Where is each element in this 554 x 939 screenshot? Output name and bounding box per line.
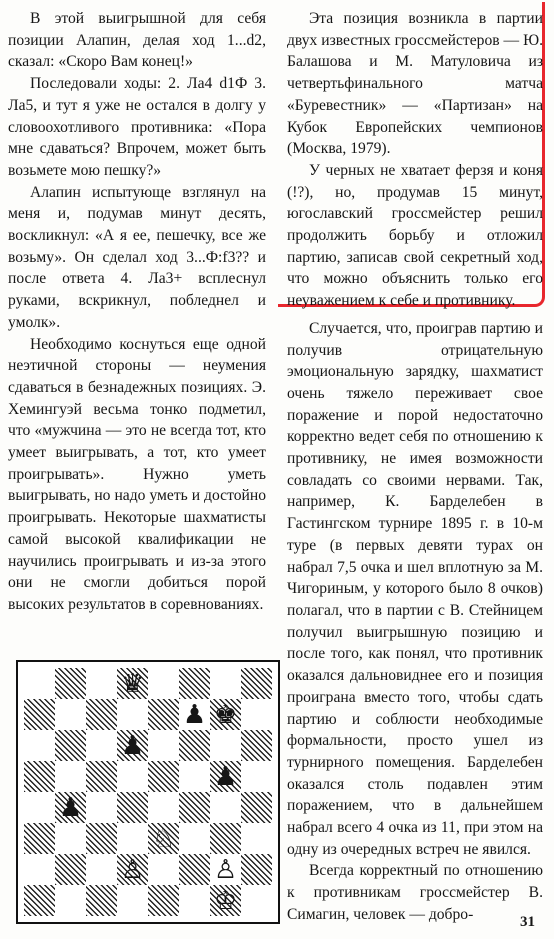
chess-piece: ♟ bbox=[58, 792, 83, 823]
board-square bbox=[210, 854, 241, 885]
chess-piece: ♟ bbox=[120, 730, 145, 761]
board-square bbox=[24, 699, 55, 730]
chess-piece: ♙ bbox=[213, 854, 238, 885]
board-square bbox=[86, 792, 117, 823]
board-square bbox=[86, 668, 117, 699]
chess-piece: ♘ bbox=[151, 823, 176, 854]
paragraph: Необходимо коснуться еще одной неэтичной стороны — неумения сдаваться в безнадежных позициях. Э. Хемингуэй весьма тонко подметил, что «мужчина — это не всегда тот, кто умеет выигрывать, а тот, кто умеет проигрывать». Нужно уметь выигрывать, но надо уметь и достойно проигрывать. Некоторые шахматисты самой высокой квалификации не научились проигрывать и из-за этого они не смогли добиться порой высоких результатов в соревнованиях. bbox=[8, 335, 266, 613]
board-square bbox=[117, 699, 148, 730]
board-square bbox=[179, 668, 210, 699]
board-square bbox=[241, 792, 272, 823]
board-square bbox=[210, 699, 241, 730]
board-square bbox=[241, 823, 272, 854]
board-square bbox=[55, 823, 86, 854]
board-square bbox=[148, 699, 179, 730]
board-square bbox=[179, 854, 210, 885]
paragraph: В этой выигрышной для себя позиции Алапин, делая ход 1...d2, сказал: «Скоро Вам конец!» bbox=[8, 10, 266, 71]
board-square bbox=[241, 761, 272, 792]
board-square bbox=[86, 699, 117, 730]
board-square bbox=[24, 823, 55, 854]
board-square bbox=[241, 730, 272, 761]
right-column bbox=[287, 8, 543, 926]
paragraph: Случается, что, проиграв партию и получив отрицательную эмоциональную зарядку, шахматист очень тяжело переживает свое поражение и порой недостаточно корректно ведет себя по отношению к противнику, не имея возможности совладать со своими нервами. Так, например, К. Барделебен в Гастингском турнире 1895 г. в 10-м туре (в первых девяти турах он набрал 7,5 очка и шел вплотную за М. Чигориным, у которого было 8 очков) полагал, что в партии с В. Стейницем получил выигрышную позицию и после того, как понял, что противник оказался дальновиднее его и позиция проиграна вместо того, чтобы сдать партию и соблюсти необходимые формальности, просто ушел из турнирного помещения. Барделебен оказался столь подавлен этим поражением, что в дальнейшем набрал всего 4 очка из 11, при этом на одну из очередных встреч не явился. bbox=[287, 319, 543, 858]
board-square bbox=[117, 823, 148, 854]
board-square bbox=[148, 823, 179, 854]
paragraph: Эта позиция возникла в партии двух известных гроссмейстеров — Ю. Балашова и М. Матуловича из четвертьфинального матча «Буревестник» — «Партизан» на Кубок Европейских чемпионов (Москва, 1979). bbox=[287, 10, 543, 158]
board-square bbox=[241, 668, 272, 699]
board-square bbox=[86, 823, 117, 854]
board-square bbox=[117, 730, 148, 761]
board-square bbox=[24, 730, 55, 761]
board-square bbox=[241, 854, 272, 885]
board-square bbox=[179, 761, 210, 792]
board-square bbox=[86, 885, 117, 916]
board-square bbox=[179, 885, 210, 916]
board-square bbox=[55, 854, 86, 885]
board-square bbox=[148, 854, 179, 885]
page-number: 31 bbox=[520, 914, 535, 930]
board-square bbox=[86, 854, 117, 885]
chess-diagram bbox=[16, 660, 280, 924]
board-square bbox=[148, 761, 179, 792]
board-square bbox=[179, 730, 210, 761]
board-square bbox=[148, 885, 179, 916]
board-square bbox=[210, 761, 241, 792]
board-square bbox=[148, 730, 179, 761]
board-square bbox=[55, 730, 86, 761]
board-square bbox=[241, 699, 272, 730]
board-square bbox=[24, 668, 55, 699]
board-square bbox=[55, 699, 86, 730]
chess-piece: ♟ bbox=[182, 699, 207, 730]
board-square bbox=[55, 885, 86, 916]
board-square bbox=[117, 668, 148, 699]
board-square bbox=[210, 885, 241, 916]
board-square bbox=[117, 885, 148, 916]
board-square bbox=[241, 885, 272, 916]
chess-piece: ♔ bbox=[213, 885, 238, 916]
board-square bbox=[24, 761, 55, 792]
board-square bbox=[55, 792, 86, 823]
board-square bbox=[179, 699, 210, 730]
board-square bbox=[179, 823, 210, 854]
chess-piece: ♚ bbox=[213, 699, 238, 730]
left-column bbox=[8, 8, 266, 616]
board-square bbox=[179, 792, 210, 823]
board-square bbox=[148, 668, 179, 699]
board-square bbox=[117, 761, 148, 792]
chess-piece: ♙ bbox=[120, 854, 145, 885]
chess-piece: ♟ bbox=[213, 761, 238, 792]
board-square bbox=[86, 730, 117, 761]
board-square bbox=[86, 761, 117, 792]
paragraph: Алапин испытующе взглянул на меня и, подумав минут десять, воскликнул: «А я ее, пешечку, все же возьму». Он сделал ход 3...Ф:f3?? и после ответа 4. Ла3+ всплеснул руками, вскрикнул, побледнел и умолк». bbox=[8, 183, 266, 331]
board-square bbox=[210, 730, 241, 761]
board-square bbox=[55, 761, 86, 792]
board-square bbox=[210, 668, 241, 699]
paragraph: Последовали ходы: 2. Ла4 d1Ф 3. Ла5, и тут я уже не остался в долгу у словоохотливого противника: «Пора мне сдаваться? Впрочем, может быть возьмете мою пешку?» bbox=[8, 75, 266, 179]
chess-piece: ♛ bbox=[120, 668, 145, 699]
paragraph: Всегда корректный по отношению к противникам гроссмейстер В. Симагин, человек — добро- bbox=[287, 862, 543, 923]
board-square bbox=[148, 792, 179, 823]
paragraph: У черных не хватает ферзя и коня (!?), но, продумав 15 минут, югославский гроссмейстер решил продолжить борьбу и отложил партию, записав свой секретный ход, что можно объяснить только его неуважением к себе и противнику. bbox=[287, 161, 543, 310]
board-square bbox=[24, 885, 55, 916]
board-square bbox=[210, 792, 241, 823]
board-square bbox=[117, 792, 148, 823]
board-square bbox=[55, 668, 86, 699]
board-square bbox=[24, 854, 55, 885]
board-square bbox=[210, 823, 241, 854]
board-square bbox=[24, 792, 55, 823]
board-square bbox=[117, 854, 148, 885]
